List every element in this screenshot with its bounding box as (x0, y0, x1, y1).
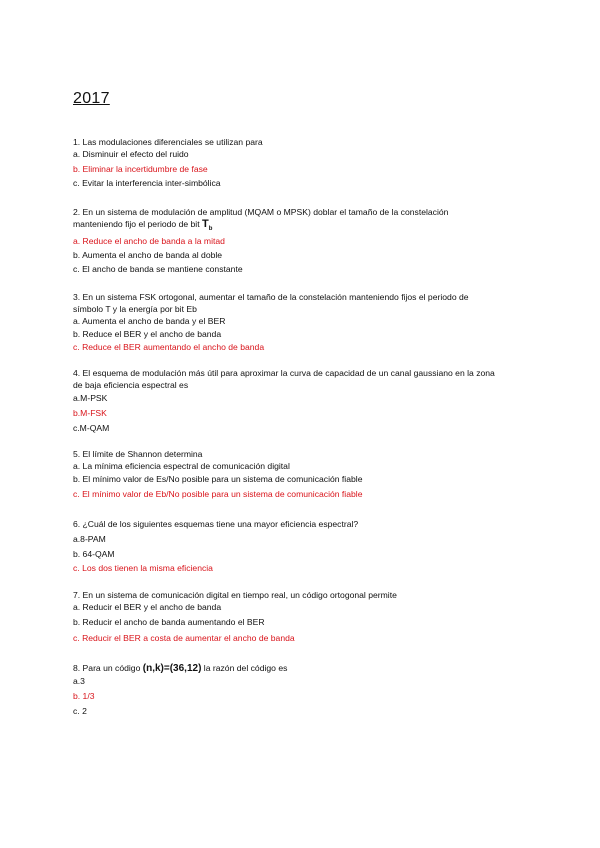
question-2-option-c: c. El ancho de banda se mantiene constante (73, 264, 243, 275)
question-7-option-b: b. Reducir el ancho de banda aumentando el BER (73, 617, 265, 627)
question-4-stem-line-1: 4. El esquema de modulación más útil para aproximar la curva de capacidad de un canal gaussiano en la zona (73, 368, 495, 378)
question-1 (73, 136, 533, 190)
question-8-option-a: a.3 (73, 676, 85, 686)
question-4-option-a: a.M-PSK (73, 393, 108, 403)
question-3-option-b: b. Reduce el BER y el ancho de banda (73, 329, 222, 339)
question-8-stem: 8. Para un código (n,k)=(36,12) la razón del código es (73, 663, 288, 674)
question-7-option-c: c. Reducir el BER a costa de aumentar el ancho de banda (73, 633, 295, 643)
question-7-stem: 7. En un sistema de comunicación digital en tiempo real, un código ortogonal permite (73, 590, 397, 600)
question-3-option-c: c. Reduce el BER aumentando el ancho de banda (73, 342, 265, 352)
question-1-option-c: c. Evitar la interferencia inter-simbólica (73, 178, 221, 188)
question-1-option-a: a. Disminuir el efecto del ruido (73, 149, 189, 159)
bit-period-symbol: $T_b$ (202, 218, 213, 233)
question-6-option-b: b. 64-QAM (73, 549, 115, 559)
question-5-stem: 5. El límite de Shannon determina (73, 449, 203, 459)
question-6-option-a: a.8-PAM (73, 534, 106, 544)
question-3-stem-line-1: 3. En un sistema FSK ortogonal, aumentar el tamaño de la constelación manteniendo fijos el periodo de (73, 292, 469, 302)
question-6-option-c: c. Los dos tienen la misma eficiencia (73, 563, 213, 573)
question-4 (73, 367, 533, 435)
question-6 (73, 518, 533, 575)
question-7 (73, 589, 533, 645)
question-8-option-b: b. 1/3 (73, 691, 95, 701)
question-5 (73, 448, 533, 501)
question-4-option-c: c.M-QAM (73, 423, 110, 433)
question-5-option-a: a. La mínima eficiencia espectral de comunicación digital (73, 461, 290, 471)
question-8 (73, 662, 533, 718)
question-7-option-a: a. Reducir el BER y el ancho de banda (73, 602, 222, 612)
question-5-option-c: c. El mínimo valor de Eb/No posible para un sistema de comunicación fiable (73, 489, 363, 499)
question-5-option-b: b. El mínimo valor de Es/No posible para un sistema de comunicación fiable (73, 474, 363, 484)
exam-year: 2017 (73, 90, 110, 107)
question-3 (73, 291, 533, 354)
question-1-option-b: b. Eliminar la incertidumbre de fase (73, 164, 208, 174)
question-4-option-b: b.M-FSK (73, 408, 107, 418)
question-2-stem-line-2: manteniendo fijo el periodo de bit $T_b$ (73, 218, 213, 233)
question-2-option-a: a. Reduce el ancho de banda a la mitad (73, 236, 225, 247)
question-2-stem-line-1: 2. En un sistema de modulación de amplitud (MQAM o MPSK) doblar el tamaño de la constelación (73, 207, 449, 217)
question-1-stem: 1. Las modulaciones diferenciales se utilizan para (73, 137, 263, 147)
question-3-option-a: a. Aumenta el ancho de banda y el BER (73, 316, 226, 326)
question-2-option-b: b. Aumenta el ancho de banda al doble (73, 250, 223, 261)
question-6-stem: 6. ¿Cuál de los siguientes esquemas tiene una mayor eficiencia espectral? (73, 519, 359, 529)
question-4-stem-line-2: de baja eficiencia espectral es (73, 380, 189, 390)
question-3-stem-line-2: símbolo T y la energía por bit Eb (73, 304, 197, 314)
question-8-option-c: c. 2 (73, 706, 87, 716)
code-parameters: (n,k)=(36,12) (142, 663, 202, 674)
question-2 (73, 206, 533, 276)
